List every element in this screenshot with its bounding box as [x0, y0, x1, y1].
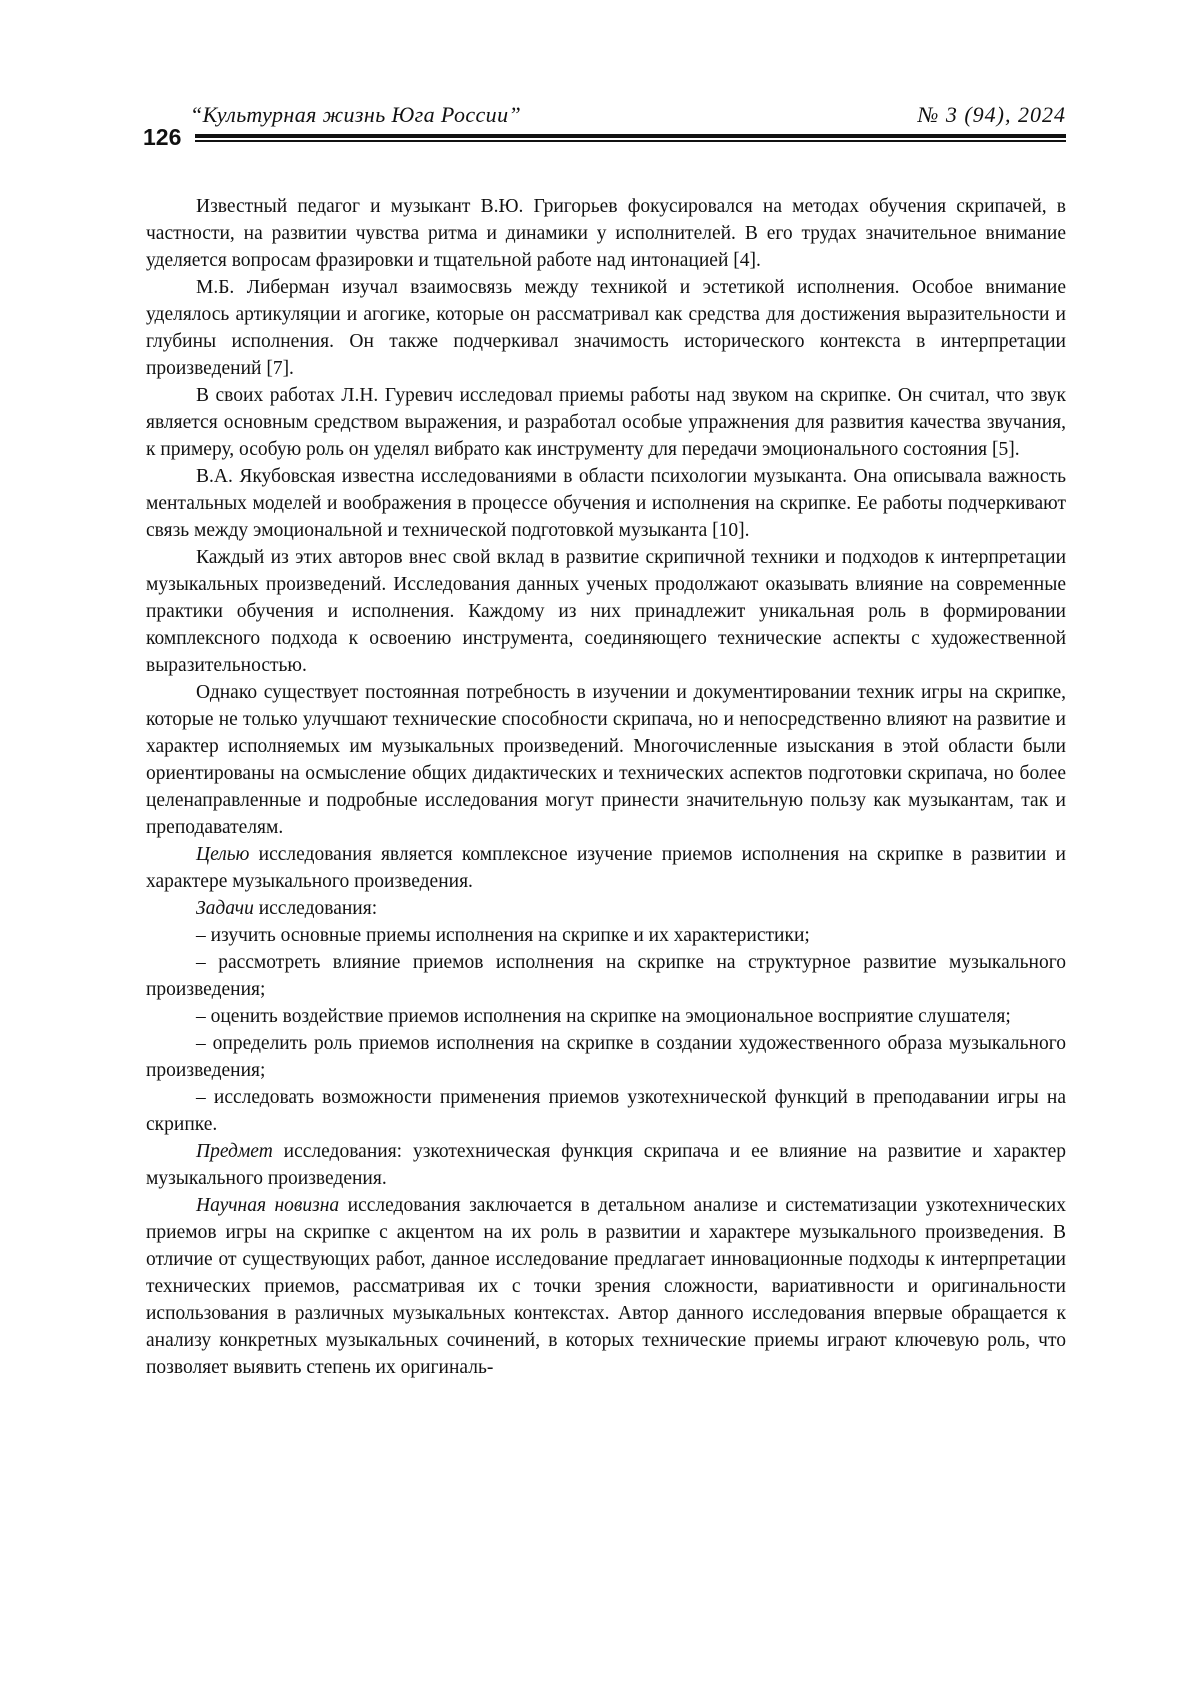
- paragraph: [146, 274, 1066, 382]
- paragraph-lead: Целью: [196, 844, 250, 865]
- paragraph: [146, 544, 1066, 679]
- paragraph-text: Однако существует постоянная потребность в изучении и документировании техник игры на скрипке, которые не только улучшают технические способности скрипача, но и непосредственно влияют на развитие и характер исполняемых им музыкальных произведений. Многочисленные изыскания в этой области были ориентированы на осмысление общих дидактических и технических аспектов подготовки скрипача, но более целенаправленные и подробные исследования могут принести значительную пользу как музыкантам, так и преподавателям.: [146, 682, 1066, 838]
- paragraph-tasks: [146, 895, 1066, 922]
- paragraph-text: исследования: узкотехническая функция скрипача и ее влияние на развитие и характер музыкального произведения.: [146, 1141, 1066, 1189]
- paragraph-text: – исследовать возможности применения приемов узкотехнической функций в преподавании игры на скрипке.: [146, 1087, 1066, 1135]
- paragraph-lead: Задачи: [196, 898, 254, 919]
- paragraph: [146, 463, 1066, 544]
- paragraph: [146, 193, 1066, 274]
- paragraph-text: – рассмотреть влияние приемов исполнения на скрипке на структурное развитие музыкального произведения;: [146, 952, 1066, 1000]
- paragraph-text: исследования является комплексное изучение приемов исполнения на скрипке в развитии и характере музыкального произведения.: [146, 844, 1066, 892]
- paragraph-text: – определить роль приемов исполнения на скрипке в создании художественного образа музыкального произведения;: [146, 1033, 1066, 1081]
- paragraph-text: М.Б. Либерман изучал взаимосвязь между техникой и эстетикой исполнения. Особое внимание уделялось артикуляции и агогике, которые он рассматривал как средства для достижения выразительности и глубины исполнения. Он также подчеркивал значимость исторического контекста в интерпретации произведений [7].: [146, 277, 1066, 379]
- page-number: 126: [143, 124, 182, 150]
- paragraph-novelty: [146, 1192, 1066, 1381]
- header-rule-thin: [195, 140, 1066, 142]
- paragraph: [146, 382, 1066, 463]
- paragraph-text: В своих работах Л.Н. Гуревич исследовал приемы работы над звуком на скрипке. Он считал, что звук является основным средством выражения, и разработал особые упражнения для развития качества звучания, к примеру, особую роль он уделял вибрато как инструменту для передачи эмоционального состояния [5].: [146, 385, 1066, 460]
- issue-number: № 3 (94), 2024: [917, 102, 1066, 127]
- paragraph-lead: Предмет: [196, 1141, 273, 1162]
- article-body: [146, 193, 1066, 1381]
- task-item: [146, 922, 1066, 949]
- task-item: [146, 1084, 1066, 1138]
- paragraph: [146, 679, 1066, 841]
- paragraph-text: – изучить основные приемы исполнения на скрипке и их характеристики;: [196, 925, 810, 946]
- task-item: [146, 949, 1066, 1003]
- paragraph-aim: [146, 841, 1066, 895]
- journal-title: “Культурная жизнь Юга России”: [190, 102, 522, 127]
- paragraph-subject: [146, 1138, 1066, 1192]
- paragraph-text: Каждый из этих авторов внес свой вклад в развитие скрипичной техники и подходов к интерпретации музыкальных произведений. Исследования данных ученых продолжают оказывать влияние на современные практики обучения и исполнения. Каждому из них принадлежит уникальная роль в формировании комплексного подхода к освоению инструмента, соединяющего технические аспекты с художественной выразительностью.: [146, 547, 1066, 676]
- paragraph-text: исследования:: [253, 898, 378, 919]
- paragraph-text: В.А. Якубовская известна исследованиями в области психологии музыканта. Она описывала важность ментальных моделей и воображения в процессе обучения и исполнения на скрипке. Ее работы подчеркивают связь между эмоциональной и технической подготовкой музыканта [10].: [146, 466, 1066, 541]
- header-rule-thick: [195, 134, 1066, 138]
- task-item: [146, 1003, 1066, 1030]
- paragraph-text: – оценить воздействие приемов исполнения на скрипке на эмоциональное восприятие слушателя;: [196, 1006, 1011, 1027]
- task-item: [146, 1030, 1066, 1084]
- paragraph-lead: Научная новизна: [196, 1195, 340, 1216]
- paragraph-text: исследования заключается в детальном анализе и систематизации узкотехнических приемов игры на скрипке с акцентом на их роль в развитии и характере музыкального произведения. В отличие от существующих работ, данное исследование предлагает инновационные подходы к интерпретации технических приемов, рассматривая их с точки зрения сложности, вариативности и оригинальности использования в различных музыкальных контекстах. Автор данного исследования впервые обращается к анализу конкретных музыкальных сочинений, в которых технические приемы играют ключевую роль, что позволяет выявить степень их оригиналь-: [146, 1195, 1066, 1378]
- paragraph-text: Известный педагог и музыкант В.Ю. Григорьев фокусировался на методах обучения скрипачей, в частности, на развитии чувства ритма и динамики у исполнителей. В его трудах значительное внимание уделяется вопросам фразировки и тщательной работе над интонацией [4].: [146, 196, 1066, 271]
